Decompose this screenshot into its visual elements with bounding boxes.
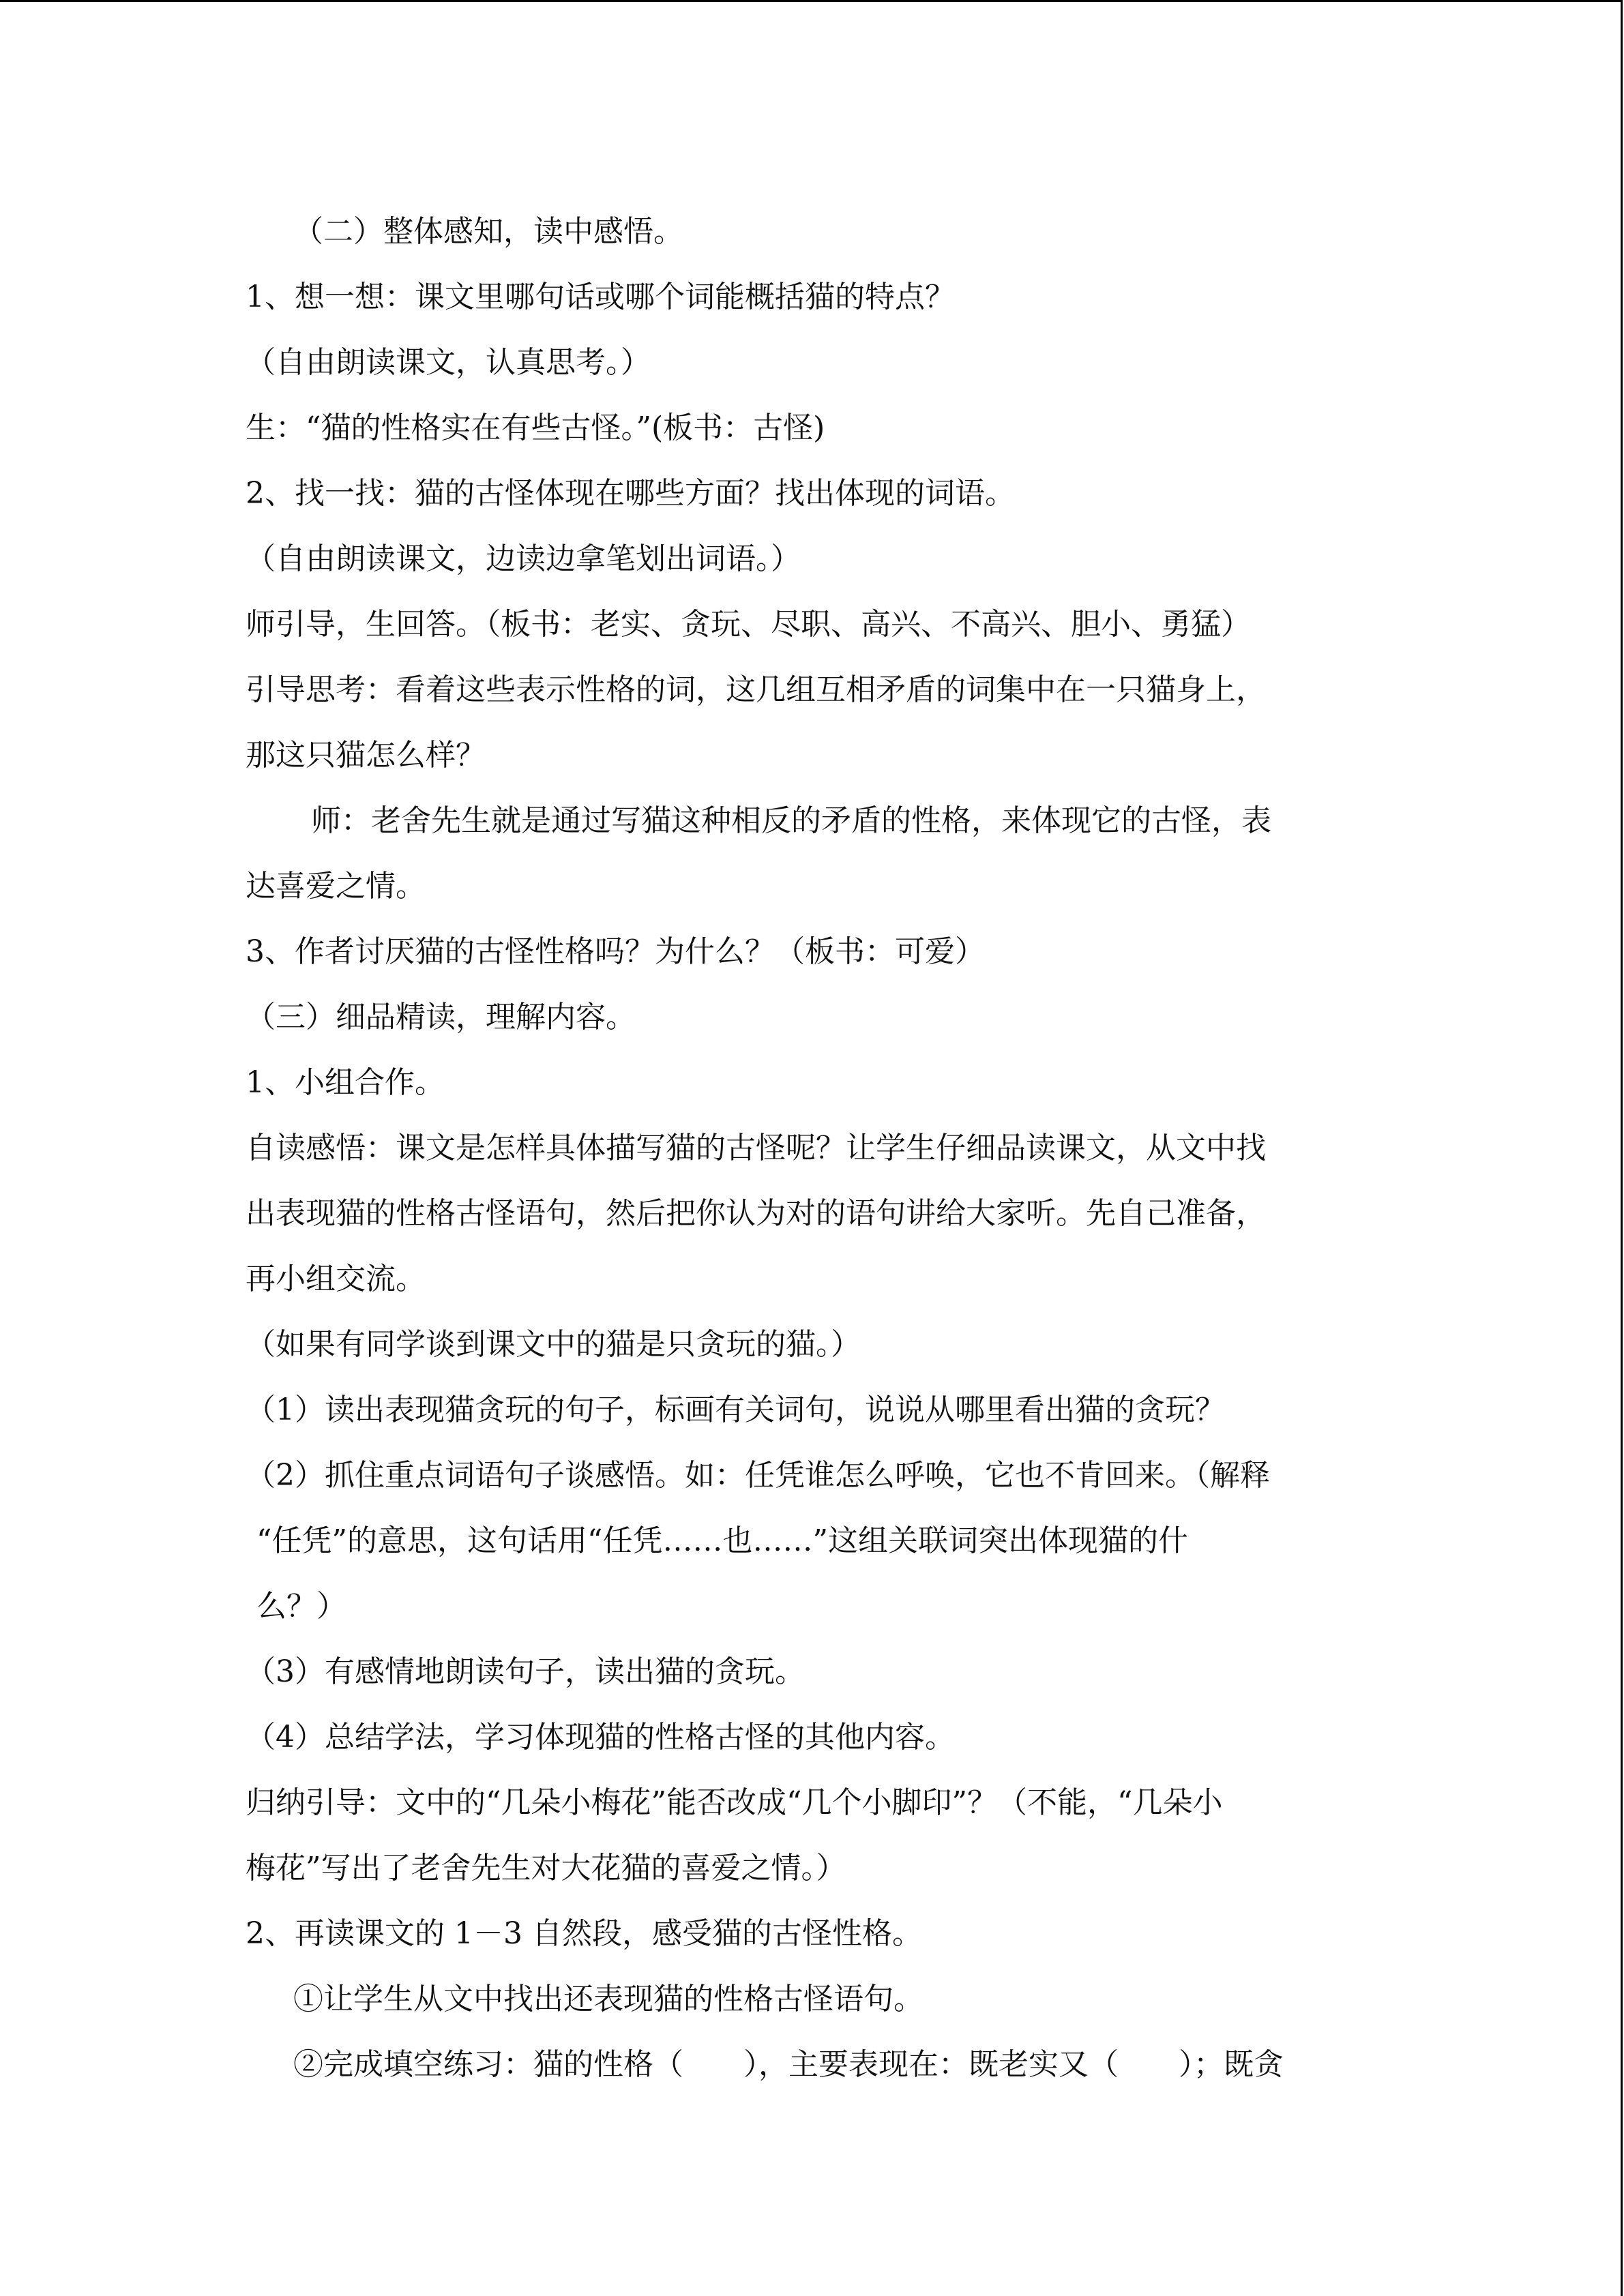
paragraph-line: （3）有感情地朗读句子，读出猫的贪玩。 bbox=[246, 1654, 805, 1689]
paragraph-line: 2、找一找：猫的古怪体现在哪些方面？找出体现的词语。 bbox=[246, 476, 1015, 511]
paragraph-line: 1、想一想：课文里哪句话或哪个词能概括猫的特点？ bbox=[246, 280, 955, 314]
paragraph-line: ①让学生从文中找出还表现猫的性格古怪语句。 bbox=[293, 1982, 924, 2016]
paragraph-line: 师：老舍先生就是通过写猫这种相反的矛盾的性格，来体现它的古怪，表 bbox=[311, 803, 1271, 838]
paragraph-line: ②完成填空练习：猫的性格（ ），主要表现在：既老实又（ ）；既贪 bbox=[293, 2047, 1284, 2082]
paragraph-line: 2、再读课文的 1－3 自然段，感受猫的古怪性格。 bbox=[246, 1916, 922, 1951]
paragraph-line: 3、作者讨厌猫的古怪性格吗？为什么？（板书：可爱） bbox=[246, 934, 985, 969]
paragraph-line: （2）抓住重点词语句子谈感悟。如：任凭谁怎么呼唤，它也不肯回来。（解释 bbox=[246, 1458, 1270, 1493]
paragraph-line: （4）总结学法，学习体现猫的性格古怪的其他内容。 bbox=[246, 1720, 955, 1755]
paragraph-line: 引导思考：看着这些表示性格的词，这几组互相矛盾的词集中在一只猫身上， bbox=[246, 672, 1266, 707]
paragraph-line: （自由朗读课文，边读边拿笔划出词语。） bbox=[246, 541, 801, 576]
paragraph-line: 达喜爱之情。 bbox=[246, 869, 426, 904]
paragraph-line: 那这只猫怎么样？ bbox=[246, 738, 486, 773]
paragraph-line: 生：“猫的性格实在有些古怪。”(板书：古怪) bbox=[246, 411, 825, 445]
paragraph-line: 么？） bbox=[256, 1589, 346, 1624]
section-heading-3: （三）细品精读，理解内容。 bbox=[246, 1000, 636, 1034]
paragraph-line: 1、小组合作。 bbox=[246, 1065, 445, 1100]
paragraph-line: 出表现猫的性格古怪语句，然后把你认为对的语句讲给大家听。先自己准备， bbox=[246, 1196, 1266, 1231]
paragraph-line: （如果有同学谈到课文中的猫是只贪玩的猫。） bbox=[246, 1327, 861, 1362]
section-heading-2: （二）整体感知，读中感悟。 bbox=[293, 214, 683, 249]
paragraph-line: （1）读出表现猫贪玩的句子，标画有关词句，说说从哪里看出猫的贪玩？ bbox=[246, 1392, 1225, 1427]
paragraph-line: 再小组交流。 bbox=[246, 1262, 426, 1296]
paragraph-line: “任凭”的意思，这句话用“任凭……也……”这组关联词突出体现猫的什 bbox=[256, 1523, 1188, 1558]
paragraph-line: 归纳引导：文中的“几朵小梅花”能否改成“几个小脚印”？（不能，“几朵小 bbox=[246, 1785, 1223, 1820]
paragraph-line: 梅花”写出了老舍先生对大花猫的喜爱之情。） bbox=[246, 1851, 846, 1885]
paragraph-line: 师引导，生回答。（板书：老实、贪玩、尽职、高兴、不高兴、胆小、勇猛） bbox=[246, 607, 1251, 642]
paragraph-line: （自由朗读课文，认真思考。） bbox=[246, 345, 651, 380]
paragraph-line: 自读感悟：课文是怎样具体描写猫的古怪呢？让学生仔细品读课文，从文中找 bbox=[246, 1131, 1266, 1165]
